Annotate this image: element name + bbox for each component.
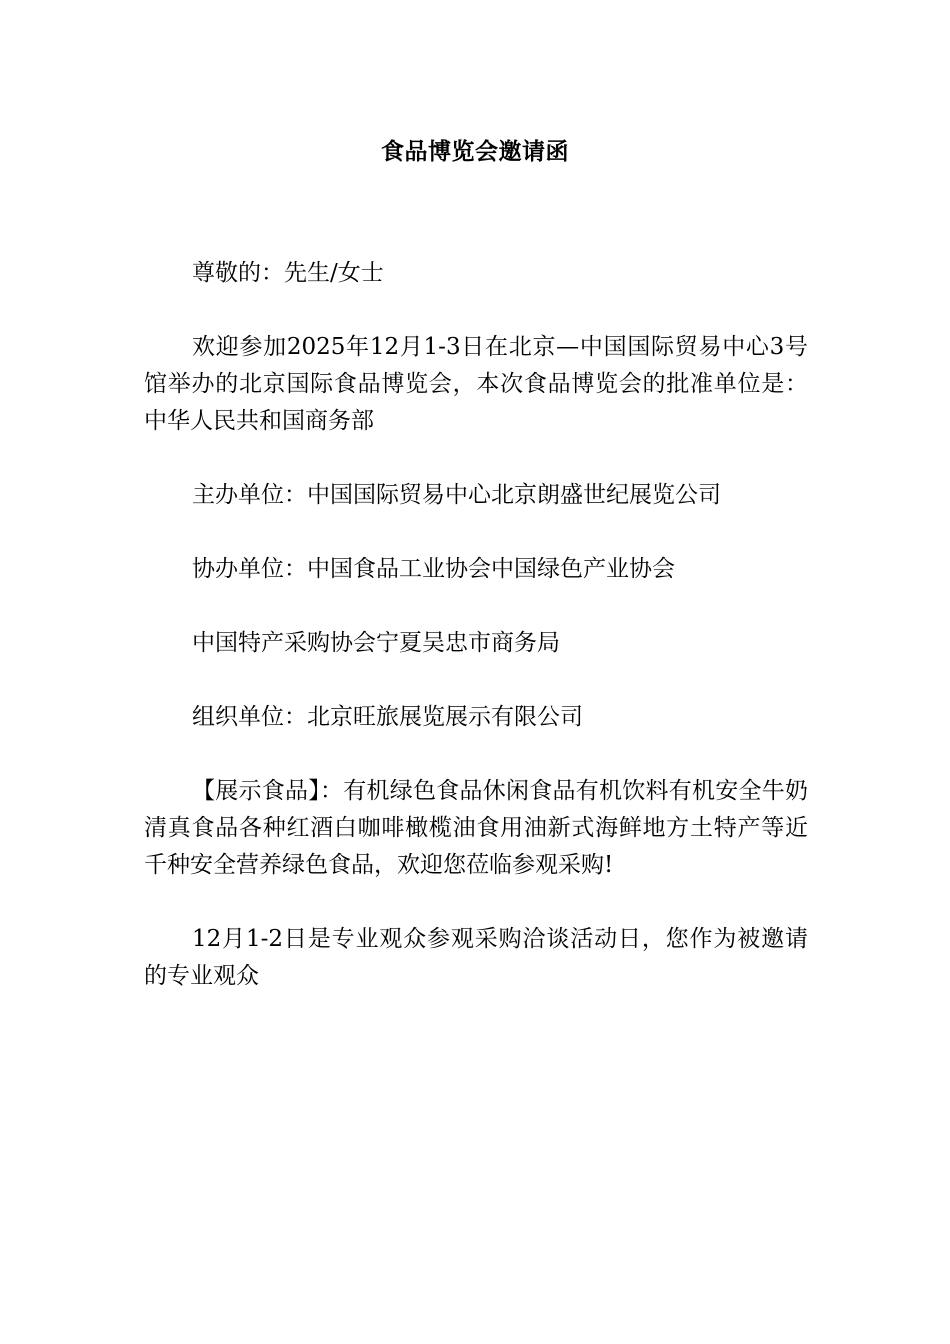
salutation-paragraph: 尊敬的：先生/女士: [192, 260, 384, 286]
co-organizer-paragraph: 协办单位：中国食品工业协会中国绿色产业协会: [192, 556, 675, 582]
intro-paragraph: 欢迎参加2025年12月1-3日在北京—中国国际贸易中心3号馆举办的北京国际食品博览会，本次食品博览会的批准单位是：中华人民共和国商务部: [144, 334, 808, 434]
professional-day-paragraph: 12月1-2日是专业观众参观采购洽谈活动日，您作为被邀请的专业观众: [144, 926, 808, 989]
organizer-paragraph: 主办单位：中国国际贸易中心北京朗盛世纪展览公司: [192, 482, 721, 508]
co-organizer-continued-paragraph: 中国特产采购协会宁夏吴忠市商务局: [192, 630, 560, 656]
exhibit-food-paragraph: 【展示食品】：有机绿色食品休闲食品有机饮料有机安全牛奶清真食品各种红酒白咖啡橄榄油食用油新式海鲜地方土特产等近千种安全营养绿色食品，欢迎您莅临参观采购!: [144, 778, 808, 878]
organizing-unit-paragraph: 组织单位：北京旺旅展览展示有限公司: [192, 704, 583, 730]
document-body: [144, 255, 808, 1032]
document-title: 食品博览会邀请函: [381, 138, 569, 165]
